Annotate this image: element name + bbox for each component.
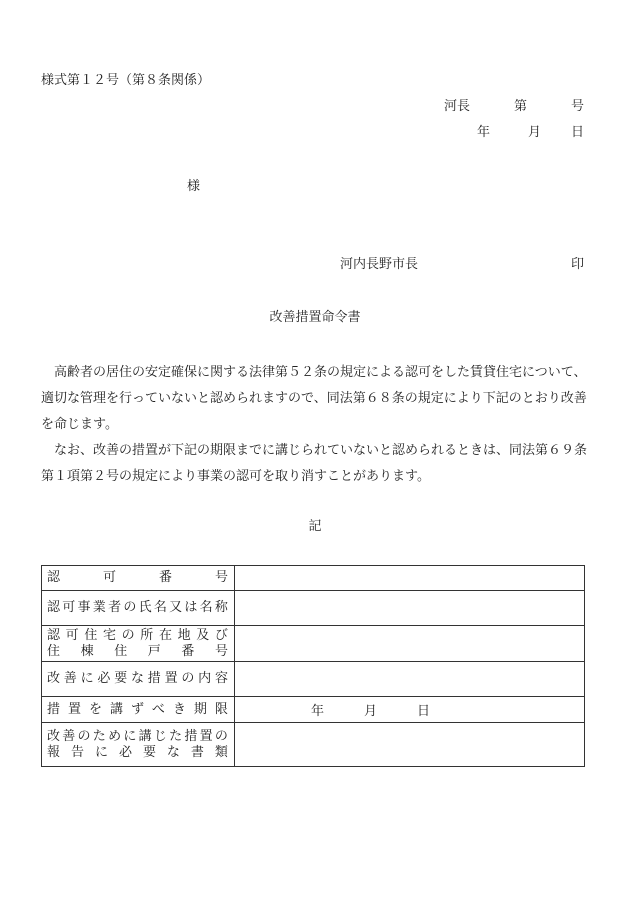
table-row	[42, 566, 585, 591]
row-label	[42, 626, 235, 662]
label-char: 置	[164, 671, 178, 686]
row-label-line	[42, 628, 234, 644]
label-char: 地	[177, 627, 191, 643]
addressee: 様	[187, 179, 201, 194]
row-value	[235, 662, 585, 697]
label-char: 可	[62, 600, 76, 615]
label-char: 必	[118, 744, 132, 760]
issue-date	[477, 126, 584, 139]
label-char: 講	[138, 728, 152, 744]
label-char: 措	[147, 671, 161, 686]
label-char: 住	[84, 627, 98, 643]
label-char: の	[121, 627, 135, 643]
label-char: 棟	[80, 643, 94, 659]
row-label-line	[42, 729, 234, 745]
label-char: の	[123, 600, 137, 615]
label-char: 在	[158, 627, 172, 643]
label-char: 氏	[138, 600, 152, 615]
label-char: は	[184, 600, 198, 615]
label-char: 者	[108, 600, 122, 615]
label-char: の	[181, 671, 195, 686]
label-char: 名	[199, 600, 213, 615]
label-char: 可	[102, 570, 116, 585]
label-char: 認	[47, 627, 61, 643]
label-char: に	[80, 671, 94, 686]
label-char: 名	[153, 600, 167, 615]
label-char: き	[172, 701, 186, 717]
deadline-date	[235, 700, 584, 719]
row-value	[235, 566, 585, 591]
label-char: 措	[184, 728, 198, 744]
label-char: 宅	[102, 627, 116, 643]
label-char: 置	[199, 728, 213, 744]
label-char: 可	[65, 627, 79, 643]
row-label	[42, 662, 235, 697]
label-char: に	[123, 728, 137, 744]
label-char: 限	[214, 701, 228, 717]
deadline-date-unit: 月	[364, 704, 378, 719]
document-title: 改善措置命令書	[269, 310, 361, 325]
table-row	[42, 697, 585, 723]
label-char: な	[166, 744, 180, 760]
deadline-date-unit: 日	[417, 704, 431, 719]
label-char: 認	[47, 600, 61, 615]
label-char: め	[108, 728, 122, 744]
label-char: 及	[196, 627, 210, 643]
document-number	[444, 100, 584, 113]
label-char: 業	[92, 600, 106, 615]
label-char: 要	[142, 744, 156, 760]
label-char: 容	[214, 671, 228, 686]
seal-mark: 印	[570, 257, 584, 272]
label-char: び	[214, 627, 228, 643]
row-value	[235, 697, 585, 723]
label-char: 所	[140, 627, 154, 643]
row-value	[235, 723, 585, 767]
label-char: べ	[151, 701, 165, 717]
label-char: 期	[193, 701, 207, 717]
label-char: 番	[158, 570, 172, 585]
details-table	[41, 565, 585, 767]
label-char: じ	[153, 728, 167, 744]
body-text	[41, 360, 592, 490]
issuer	[340, 258, 584, 271]
label-char: 講	[109, 701, 123, 717]
label-char: ず	[130, 701, 144, 717]
table-row	[42, 626, 585, 662]
label-char: 又	[169, 600, 183, 615]
row-label	[42, 566, 235, 591]
label-char: 告	[70, 744, 84, 760]
issuer-name: 河内長野市長	[340, 257, 419, 272]
row-label-line	[42, 745, 234, 761]
label-char: 善	[62, 728, 76, 744]
label-char: 措	[47, 701, 61, 717]
label-char: の	[214, 728, 228, 744]
label-char: 番	[181, 643, 195, 659]
table-row	[42, 662, 585, 697]
doc-number-dai: 第	[513, 99, 527, 114]
body-paragraph-1: 高齢者の居住の安定確保に関する法律第５２条の規定による認可をした賃貸住宅について、適切な管理を行っていないと認められますので、同法第６８条の規定により下記のとおり改善を命じます。	[41, 365, 587, 432]
label-char: 住	[47, 643, 61, 659]
doc-number-go: 号	[570, 99, 584, 114]
label-char: 置	[67, 701, 81, 717]
form-number: 様式第１２号（第８条関係）	[41, 73, 211, 88]
label-char: 住	[114, 643, 128, 659]
row-label-line	[42, 600, 234, 616]
ki-heading: 記	[308, 519, 322, 534]
doc-number-prefix: 河長	[443, 99, 470, 114]
label-char: 号	[214, 570, 228, 585]
row-label	[42, 697, 235, 723]
label-char: た	[92, 728, 106, 744]
label-char: を	[88, 701, 102, 717]
label-char: 内	[198, 671, 212, 686]
label-char: 認	[47, 570, 61, 585]
label-char: 報	[47, 744, 61, 760]
date-year: 年	[476, 125, 490, 140]
label-char: 称	[214, 600, 228, 615]
label-char: 号	[214, 643, 228, 659]
label-char: の	[77, 728, 91, 744]
label-char: 類	[214, 744, 228, 760]
label-char: 善	[63, 671, 77, 686]
row-label-line	[42, 644, 234, 660]
label-char: 改	[47, 671, 61, 686]
row-value	[235, 626, 585, 662]
date-month: 月	[527, 125, 541, 140]
label-char: に	[94, 744, 108, 760]
label-char: 要	[114, 671, 128, 686]
row-label-line	[42, 671, 234, 687]
date-day: 日	[570, 125, 584, 140]
row-label	[42, 723, 235, 767]
label-char: 書	[190, 744, 204, 760]
label-char: 必	[97, 671, 111, 686]
table-row	[42, 723, 585, 767]
row-label-line	[42, 570, 234, 586]
label-char: 改	[47, 728, 61, 744]
label-char: な	[130, 671, 144, 686]
table-row	[42, 591, 585, 626]
deadline-date-unit: 年	[311, 704, 325, 719]
label-char: 戸	[147, 643, 161, 659]
row-label	[42, 591, 235, 626]
row-value	[235, 591, 585, 626]
label-char: た	[169, 728, 183, 744]
row-label-line	[42, 702, 234, 718]
body-paragraph-2: なお、改善の措置が下記の期限までに講じられていないと認められるときは、同法第６９条第１項第２号の規定により事業の認可を取り消すことがあります。	[41, 443, 588, 484]
label-char: 事	[77, 600, 91, 615]
